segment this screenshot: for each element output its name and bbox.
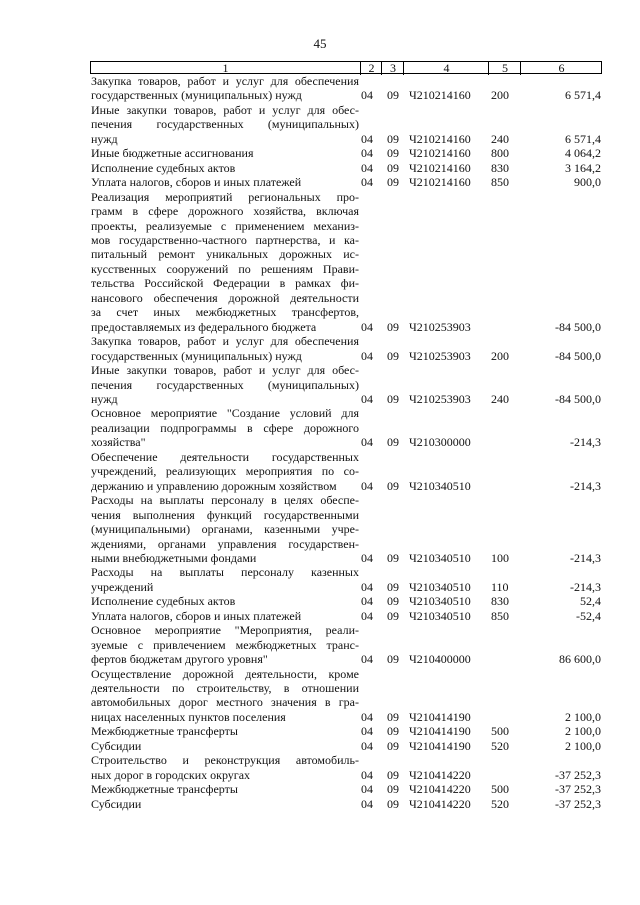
table-row (91, 565, 601, 594)
subsection-code: 09 (387, 579, 399, 594)
table-row (91, 739, 601, 753)
amount: 2 100,0 (565, 724, 601, 739)
table-row (91, 623, 601, 666)
expense-type-code: 830 (491, 160, 509, 175)
row-description (91, 334, 359, 363)
target-article-code: Ч210340510 (409, 478, 471, 493)
target-article-code: Ч210253903 (409, 391, 471, 406)
description-line: проекты, реализуемые с применением механиз- (91, 218, 359, 233)
expense-type-code: 110 (491, 579, 509, 594)
description-line: Осуществление дорожной деятельности, кроме (91, 666, 359, 681)
amount: -84 500,0 (555, 391, 601, 406)
target-article-code: Ч210414190 (409, 738, 471, 753)
description-line: автомобильных дорог местного значения в гра- (91, 695, 359, 710)
table-row (91, 797, 601, 811)
table-row (91, 334, 601, 363)
target-article-code: Ч210400000 (409, 652, 471, 667)
description-line: тельства Российской Федерации в рамках фи- (91, 276, 359, 291)
expense-type-code: 200 (491, 88, 509, 103)
header-col-5: 5 (488, 62, 521, 75)
description-line: ными внебюджетными фондами (91, 550, 257, 565)
section-code: 04 (361, 160, 373, 175)
description-line: мов государственно-частного партнерства, и ка- (91, 232, 359, 247)
section-code: 04 (361, 550, 373, 565)
expense-type-code: 100 (491, 550, 509, 565)
section-code: 04 (361, 709, 373, 724)
description-line: ждениями, органами управления государствен- (91, 536, 359, 551)
subsection-code: 09 (387, 319, 399, 334)
table-row (91, 175, 601, 189)
description-line: Исполнение судебных актов (91, 160, 236, 175)
table-row (91, 363, 601, 406)
description-line: нужд (91, 131, 118, 146)
amount: 2 100,0 (565, 709, 601, 724)
subsection-code: 09 (387, 175, 399, 190)
row-description (91, 493, 359, 565)
amount: -37 252,3 (555, 796, 601, 811)
table-row (91, 609, 601, 623)
amount: -84 500,0 (555, 348, 601, 363)
target-article-code: Ч210214160 (409, 175, 471, 190)
row-description (91, 450, 359, 493)
header-col-2: 2 (360, 62, 382, 75)
table-row (91, 724, 601, 738)
target-article-code: Ч210340510 (409, 594, 471, 609)
target-article-code: Ч210414220 (409, 796, 471, 811)
amount: -37 252,3 (555, 767, 601, 782)
subsection-code: 09 (387, 608, 399, 623)
subsection-code: 09 (387, 435, 399, 450)
section-code: 04 (361, 131, 373, 146)
amount: 4 064,2 (565, 146, 601, 161)
table-body (91, 74, 601, 811)
table-header (90, 61, 602, 74)
row-description (91, 146, 359, 160)
subsection-code: 09 (387, 391, 399, 406)
amount: -84 500,0 (555, 319, 601, 334)
amount: 86 600,0 (559, 652, 601, 667)
description-line: Субсидии (91, 796, 142, 811)
table-row (91, 450, 601, 493)
table-row (91, 782, 601, 796)
table-row (91, 493, 601, 565)
description-line: чения выполнения функций государственными (91, 507, 359, 522)
expense-type-code: 500 (491, 724, 509, 739)
description-line: Субсидии (91, 738, 142, 753)
description-line: Обеспечение деятельности государственных (91, 449, 359, 464)
amount: 6 571,4 (565, 88, 601, 103)
section-code: 04 (361, 796, 373, 811)
amount: -214,3 (570, 550, 601, 565)
section-code: 04 (361, 478, 373, 493)
table-row (91, 161, 601, 175)
description-line: Исполнение судебных актов (91, 594, 236, 609)
amount: -37 252,3 (555, 782, 601, 797)
table-row (91, 406, 601, 449)
expense-type-code: 850 (491, 175, 509, 190)
target-article-code: Ч210300000 (409, 435, 471, 450)
description-line: нансового обеспечения дорожной деятельности (91, 290, 359, 305)
row-description (91, 739, 359, 753)
subsection-code: 09 (387, 160, 399, 175)
expense-type-code: 240 (491, 391, 509, 406)
section-code: 04 (361, 348, 373, 363)
description-line: Основное мероприятие "Мероприятия, реали- (91, 623, 359, 638)
row-description (91, 565, 359, 594)
target-article-code: Ч210414190 (409, 709, 471, 724)
table-row (91, 190, 601, 335)
row-description (91, 103, 359, 146)
section-code: 04 (361, 435, 373, 450)
section-code: 04 (361, 652, 373, 667)
table-row (91, 103, 601, 146)
row-description (91, 797, 359, 811)
description-line: учреждений (91, 579, 154, 594)
section-code: 04 (361, 767, 373, 782)
description-line: зуемые с привлечением межбюджетных транс- (91, 637, 359, 652)
description-line: печения государственных (муниципальных) (91, 117, 359, 132)
description-line: Межбюджетные трансферты (91, 782, 238, 797)
description-line: государственных (муниципальных) нужд (91, 348, 302, 363)
amount: -214,3 (570, 478, 601, 493)
table-row (91, 146, 601, 160)
row-description (91, 363, 359, 406)
description-line: Расходы на выплаты персоналу в целях обеспе- (91, 493, 359, 508)
section-code: 04 (361, 88, 373, 103)
subsection-code: 09 (387, 652, 399, 667)
table-row (91, 74, 601, 103)
table-row (91, 753, 601, 782)
subsection-code: 09 (387, 724, 399, 739)
description-line: Закупка товаров, работ и услуг для обеспечения (91, 334, 359, 349)
subsection-code: 09 (387, 767, 399, 782)
description-line: держанию и управлению дорожным хозяйством (91, 478, 337, 493)
section-code: 04 (361, 146, 373, 161)
expense-type-code: 520 (491, 796, 509, 811)
description-line: (муниципальными) органами, казенными учре- (91, 522, 359, 537)
section-code: 04 (361, 738, 373, 753)
description-line: Межбюджетные трансферты (91, 724, 238, 739)
subsection-code: 09 (387, 88, 399, 103)
amount: 6 571,4 (565, 131, 601, 146)
section-code: 04 (361, 175, 373, 190)
subsection-code: 09 (387, 782, 399, 797)
subsection-code: 09 (387, 131, 399, 146)
description-line: предоставляемых из федерального бюджета (91, 319, 317, 334)
description-line: Закупка товаров, работ и услуг для обеспечения (91, 74, 359, 88)
description-line: за счет иных межбюджетных трансфертов, (91, 305, 359, 320)
target-article-code: Ч210253903 (409, 319, 471, 334)
row-description (91, 782, 359, 796)
description-line: Уплата налогов, сборов и иных платежей (91, 175, 302, 190)
row-description (91, 74, 359, 103)
subsection-code: 09 (387, 478, 399, 493)
description-line: ных дорог в городских округах (91, 767, 251, 782)
section-code: 04 (361, 391, 373, 406)
amount: 900,0 (574, 175, 601, 190)
description-line: печения государственных (муниципальных) (91, 377, 359, 392)
row-description (91, 753, 359, 782)
description-line: Иные бюджетные ассигнования (91, 146, 254, 161)
target-article-code: Ч210214160 (409, 88, 471, 103)
description-line: хозяйства" (91, 435, 146, 450)
table-row (91, 594, 601, 608)
description-line: Уплата налогов, сборов и иных платежей (91, 608, 302, 623)
description-line: фертов бюджетам другого уровня" (91, 652, 268, 667)
row-description (91, 724, 359, 738)
section-code: 04 (361, 594, 373, 609)
expense-type-code: 520 (491, 738, 509, 753)
description-line: реализации подпрограммы в сфере дорожного (91, 420, 359, 435)
target-article-code: Ч210340510 (409, 608, 471, 623)
amount: 52,4 (580, 594, 601, 609)
description-line: нужд (91, 391, 118, 406)
amount: 2 100,0 (565, 738, 601, 753)
subsection-code: 09 (387, 594, 399, 609)
description-line: питальный ремонт уникальных дорожных ис- (91, 247, 359, 262)
target-article-code: Ч210214160 (409, 160, 471, 175)
table-row (91, 667, 601, 725)
expense-type-code: 200 (491, 348, 509, 363)
subsection-code: 09 (387, 348, 399, 363)
description-line: Расходы на выплаты персоналу казенных (91, 565, 359, 580)
page-number: 45 (313, 36, 327, 51)
target-article-code: Ч210414220 (409, 767, 471, 782)
amount: -214,3 (570, 435, 601, 450)
expense-type-code: 830 (491, 594, 509, 609)
subsection-code: 09 (387, 796, 399, 811)
target-article-code: Ч210214160 (409, 146, 471, 161)
description-line: государственных (муниципальных) нужд (91, 88, 302, 103)
target-article-code: Ч210414220 (409, 782, 471, 797)
target-article-code: Ч210214160 (409, 131, 471, 146)
expense-type-code: 800 (491, 146, 509, 161)
description-line: Основное мероприятие "Создание условий для (91, 406, 359, 421)
amount: 3 164,2 (565, 160, 601, 175)
description-line: кусственных сооружений по решениям Прави- (91, 261, 359, 276)
row-description (91, 175, 359, 189)
section-code: 04 (361, 782, 373, 797)
header-col-4: 4 (403, 62, 489, 75)
description-line: ницах населенных пунктов поселения (91, 709, 286, 724)
subsection-code: 09 (387, 738, 399, 753)
row-description (91, 161, 359, 175)
description-line: Реализация мероприятий региональных про- (91, 189, 359, 204)
header-col-1: 1 (222, 61, 229, 75)
row-description (91, 623, 359, 666)
expense-type-code: 850 (491, 608, 509, 623)
row-description (91, 190, 359, 335)
subsection-code: 09 (387, 146, 399, 161)
target-article-code: Ч210414190 (409, 724, 471, 739)
expense-type-code: 500 (491, 782, 509, 797)
section-code: 04 (361, 579, 373, 594)
target-article-code: Ч210340510 (409, 550, 471, 565)
amount: -52,4 (576, 608, 601, 623)
description-line: грамм в сфере дорожного хозяйства, включая (91, 204, 359, 219)
row-description (91, 667, 359, 725)
header-col-6: 6 (520, 62, 602, 75)
row-description (91, 594, 359, 608)
target-article-code: Ч210340510 (409, 579, 471, 594)
subsection-code: 09 (387, 709, 399, 724)
row-description (91, 609, 359, 623)
description-line: учреждений, реализующих мероприятия по со- (91, 464, 359, 479)
section-code: 04 (361, 724, 373, 739)
expense-type-code: 240 (491, 131, 509, 146)
description-line: деятельности по строительству, в отношении (91, 681, 359, 696)
description-line: Иные закупки товаров, работ и услуг для обес- (91, 363, 359, 378)
section-code: 04 (361, 319, 373, 334)
header-col-3: 3 (381, 62, 404, 75)
row-description (91, 406, 359, 449)
description-line: Строительство и реконструкция автомобиль- (91, 753, 359, 768)
section-code: 04 (361, 608, 373, 623)
amount: -214,3 (570, 579, 601, 594)
description-line: Иные закупки товаров, работ и услуг для обес- (91, 102, 359, 117)
target-article-code: Ч210253903 (409, 348, 471, 363)
subsection-code: 09 (387, 550, 399, 565)
